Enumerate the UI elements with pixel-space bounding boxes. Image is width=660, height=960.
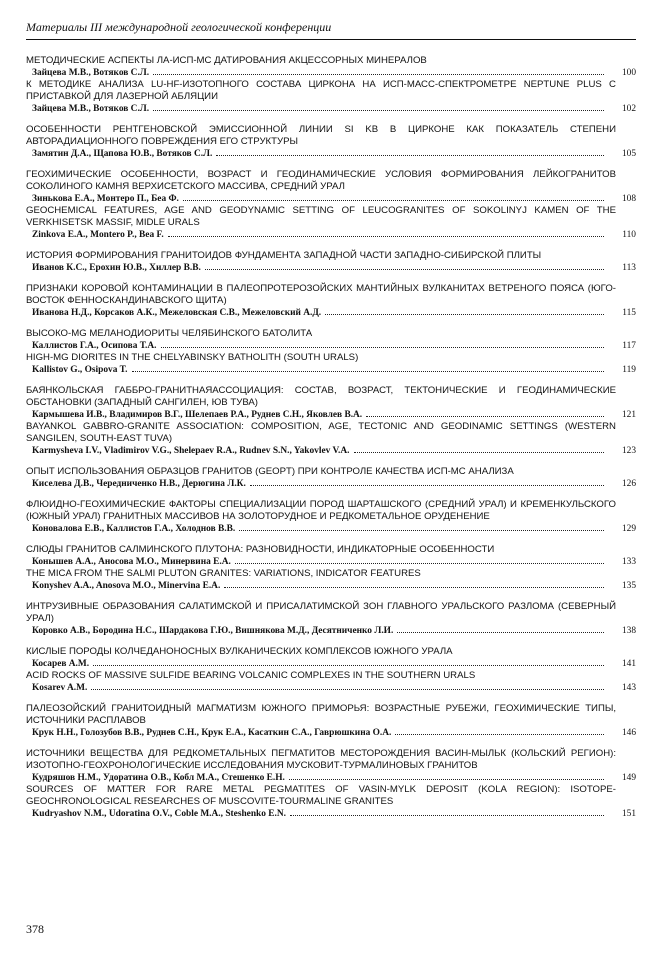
entry-title: К МЕТОДИКЕ АНАЛИЗА LU-HF-ИЗОТОПНОГО СОСТАВА ЦИРКОНА НА ИСП-МАСС-СПЕКТРОМЕТРЕ NEPTUNE PLUS С ПРИСТАВКОЙ ДЛЯ ЛАЗЕРНОЙ АБЛЯЦИИ	[26, 79, 616, 102]
entry-authors: Замятин Д.А., Щапова Ю.В., Вотяков С.Л.	[32, 149, 213, 159]
entry-page-number: 138	[621, 626, 636, 636]
entry-page-number: 135	[621, 581, 636, 591]
entry-page-number: 146	[621, 728, 636, 738]
toc-entry	[26, 169, 636, 205]
toc-group	[26, 283, 636, 319]
entry-title: SOURCES OF MATTER FOR RARE METAL PEGMATITES OF VASIN-MYLK DEPOSIT (KOLA REGION): ISOTOPE-GEOCHRONOLOGICAL RESEARCHES OF MUSCOVITE-TOURMALINE GRANITES	[26, 784, 616, 807]
dot-leader	[216, 155, 604, 156]
dot-leader	[93, 665, 604, 666]
entry-page-number: 129	[621, 524, 636, 534]
toc-entry	[26, 646, 636, 670]
author-line	[26, 103, 636, 115]
entry-authors: Коновалова Е.В., Каллистов Г.А., Холоднов В.В.	[32, 524, 236, 534]
toc-group	[26, 169, 636, 241]
entry-authors: Иванов К.С., Ерохин Ю.В., Хиллер В.В.	[32, 263, 201, 273]
toc-entry	[26, 352, 636, 376]
entry-page-number: 117	[622, 341, 636, 351]
entry-title: ACID ROCKS OF MASSIVE SULFIDE BEARING VOLCANIC COMPLEXES IN THE SOUTHERN URALS	[26, 670, 476, 681]
entry-page-number: 141	[621, 659, 636, 669]
dot-leader	[289, 779, 604, 780]
entry-page-number: 123	[621, 446, 636, 456]
dot-leader	[205, 269, 604, 270]
table-of-contents	[26, 55, 636, 829]
toc-entry	[26, 601, 636, 637]
entry-authors: Зинькова Е.А., Монтеро П., Беа Ф.	[32, 194, 179, 204]
entry-title: ПАЛЕОЗОЙСКИЙ ГРАНИТОИДНЫЙ МАГМАТИЗМ ЮЖНОГО ПРИМОРЬЯ: ВОЗРАСТНЫЕ РУБЕЖИ, ГЕОХИМИЧЕСКИЕ ТИПЫ, ИСТОЧНИКИ РАСПЛАВОВ	[26, 703, 616, 726]
toc-entry	[26, 670, 636, 694]
toc-group	[26, 250, 636, 274]
toc-entry	[26, 205, 636, 241]
entry-title: ИНТРУЗИВНЫЕ ОБРАЗОВАНИЯ САЛАТИМСКОЙ И ПРИСАЛАТИМСКОЙ ЗОН ГЛАВНОГО УРАЛЬСКОГО РАЗЛОМА (СЕВЕРНЫЙ УРАЛ)	[26, 601, 616, 624]
entry-title: КИСЛЫЕ ПОРОДЫ КОЛЧЕДАНОНОСНЫХ ВУЛКАНИЧЕСКИХ КОМПЛЕКСОВ ЮЖНОГО УРАЛА	[26, 646, 453, 657]
author-line	[26, 229, 636, 241]
dot-leader	[325, 314, 604, 315]
entry-title: ВЫСОКО-MG МЕЛАНОДИОРИТЫ ЧЕЛЯБИНСКОГО БАТОЛИТА	[26, 328, 313, 339]
entry-authors: Зайцева М.В., Вотяков С.Л.	[32, 68, 150, 78]
toc-group	[26, 499, 636, 535]
entry-title: ОПЫТ ИСПОЛЬЗОВАНИЯ ОБРАЗЦОВ ГРАНИТОВ (GEOPT) ПРИ КОНТРОЛЕ КАЧЕСТВА ИСП-МС АНАЛИЗА	[26, 466, 514, 477]
entry-authors: Zinkova E.A., Montero P., Bea F.	[32, 230, 164, 240]
toc-group	[26, 748, 636, 820]
author-line	[26, 682, 636, 694]
toc-entry	[26, 124, 636, 160]
author-line	[26, 409, 636, 421]
author-line	[26, 364, 636, 376]
entry-authors: Конышев А.А., Аносова М.О., Минервина Е.А.	[32, 557, 231, 567]
toc-group	[26, 55, 636, 115]
toc-entry	[26, 421, 636, 457]
entry-page-number: 115	[622, 308, 636, 318]
dot-leader	[354, 452, 605, 453]
entry-authors: Зайцева М.В., Вотяков С.Л.	[32, 104, 150, 114]
toc-group	[26, 601, 636, 637]
author-line	[26, 340, 636, 352]
toc-entry	[26, 328, 636, 352]
entry-page-number: 108	[621, 194, 636, 204]
entry-title: ГЕОХИМИЧЕСКИЕ ОСОБЕННОСТИ, ВОЗРАСТ И ГЕОДИНАМИЧЕСКИЕ УСЛОВИЯ ФОРМИРОВАНИЯ ЛЕЙКОГРАНИТОВ СОКОЛИНОГО КАМНЯ ВЕРХИСЕТСКОГО МАССИВА, СРЕДНИЙ УРАЛ	[26, 169, 616, 192]
toc-entry	[26, 385, 636, 421]
toc-group	[26, 544, 636, 592]
author-line	[26, 556, 636, 568]
entry-authors: Крук Н.Н., Голозубов В.В., Руднев С.Н., Крук Е.А., Касаткин С.А., Гаврюшкина О.А.	[32, 728, 392, 738]
author-line	[26, 148, 636, 160]
entry-authors: Кармышева И.В., Владимиров В.Г., Шелепаев Р.А., Руднев С.Н., Яковлев В.А.	[32, 410, 363, 420]
toc-entry	[26, 544, 636, 568]
entry-authors: Karmysheva I.V., Vladimirov V.G., Shelepaev R.A., Rudnev S.N., Yakovlev V.A.	[32, 446, 350, 456]
toc-group	[26, 124, 636, 160]
author-line	[26, 658, 636, 670]
page-number: 378	[26, 922, 44, 936]
toc-entry	[26, 79, 636, 115]
dot-leader	[239, 530, 604, 531]
entry-authors: Коровко А.В., Бородина Н.С., Шардакова Г.Ю., Вишнякова М.Д., Десятниченко Л.И.	[32, 626, 394, 636]
author-line	[26, 445, 636, 457]
author-line	[26, 772, 636, 784]
author-line	[26, 307, 636, 319]
entry-page-number: 105	[621, 149, 636, 159]
dot-leader	[153, 74, 604, 75]
dot-leader	[397, 632, 604, 633]
entry-authors: Kallistov G., Osipova T.	[32, 365, 128, 375]
entry-authors: Косарев А.М.	[32, 659, 90, 669]
dot-leader	[250, 485, 604, 486]
entry-authors: Иванова Н.Д., Корсаков А.К., Межеловская С.В., Межеловский А.Д.	[32, 308, 322, 318]
author-line	[26, 727, 636, 739]
entry-authors: Каллистов Г.А., Осипова Т.А.	[32, 341, 157, 351]
entry-page-number: 121	[621, 410, 636, 420]
entry-page-number: 110	[622, 230, 636, 240]
toc-entry	[26, 568, 636, 592]
entry-title: БАЯНКОЛЬСКАЯ ГАББРО-ГРАНИТНАЯАССОЦИАЦИЯ: СОСТАВ, ВОЗРАСТ, ТЕКТОНИЧЕСКИЕ И ГЕОДИНАМИЧЕСКИЕ ОБСТАНОВКИ (ЗАПАДНЫЙ САНГИЛЕН, ЮВ ТУВА)	[26, 385, 616, 408]
dot-leader	[161, 347, 605, 348]
entry-page-number: 149	[621, 773, 636, 783]
running-header: Материалы III международной геологической конференции	[26, 20, 636, 40]
author-line	[26, 262, 636, 274]
author-line	[26, 625, 636, 637]
entry-page-number: 119	[622, 365, 636, 375]
toc-entry	[26, 784, 636, 820]
toc-group	[26, 703, 636, 739]
author-line	[26, 193, 636, 205]
entry-authors: Кудряшов Н.М., Удоратина О.В., Кобл М.А., Стешенко Е.Н.	[32, 773, 285, 783]
toc-group	[26, 646, 636, 694]
entry-page-number: 133	[621, 557, 636, 567]
author-line	[26, 478, 636, 490]
toc-entry	[26, 55, 636, 79]
toc-group	[26, 328, 636, 376]
dot-leader	[183, 200, 604, 201]
toc-entry	[26, 283, 636, 319]
entry-authors: Konyshev A.A., Anosova M.O., Minervina E.A.	[32, 581, 221, 591]
entry-title: ФЛЮИДНО-ГЕОХИМИЧЕСКИЕ ФАКТОРЫ СПЕЦИАЛИЗАЦИИ ПОРОД ШАРТАШСКОГО (СРЕДНИЙ УРАЛ) И КРЕМЕНКУЛЬСКОГО (ЮЖНЫЙ УРАЛ) ГРАНИТНЫХ МАССИВОВ НА ЗОЛОТОРУДНОЕ И РЕДКОМЕТАЛЬНОЕ ОРУДЕНЕНИЕ	[26, 499, 616, 522]
toc-entry	[26, 748, 636, 784]
entry-page-number: 151	[621, 809, 636, 819]
entry-title: THE MICA FROM THE SALMI PLUTON GRANITES: VARIATIONS, INDICATOR FEATURES	[26, 568, 421, 579]
entry-page-number: 113	[622, 263, 636, 273]
dot-leader	[290, 815, 604, 816]
entry-page-number: 100	[621, 68, 636, 78]
entry-title: ОСОБЕННОСТИ РЕНТГЕНОВСКОЙ ЭМИССИОННОЙ ЛИНИИ SI KΒ В ЦИРКОНЕ КАК ПОКАЗАТЕЛЬ СТЕПЕНИ АВТОРАДИАЦИОННОГО ПОВРЕЖДЕНИЯ ЕГО СТРУКТУРЫ	[26, 124, 616, 147]
dot-leader	[395, 734, 604, 735]
dot-leader	[224, 587, 604, 588]
entry-title: ИСТОРИЯ ФОРМИРОВАНИЯ ГРАНИТОИДОВ ФУНДАМЕНТА ЗАПАДНОЙ ЧАСТИ ЗАПАДНО-СИБИРСКОЙ ПЛИТЫ	[26, 250, 542, 261]
entry-title: ИСТОЧНИКИ ВЕЩЕСТВА ДЛЯ РЕДКОМЕТАЛЬНЫХ ПЕГМАТИТОВ МЕСТОРОЖДЕНИЯ ВАСИН-МЫЛЬК (КОЛЬСКИЙ РЕГИОН): ИЗОТОПНО-ГЕОХРОНОЛОГИЧЕСКИЕ ИССЛЕДОВАНИЯ МУСКОВИТ-ТУРМАЛИНОВЫХ ГРАНИТОВ	[26, 748, 616, 771]
dot-leader	[235, 563, 604, 564]
toc-group	[26, 466, 636, 490]
entry-authors: Kudryashov N.M., Udoratina O.V., Coble M.A., Steshenko E.N.	[32, 809, 287, 819]
dot-leader	[132, 371, 604, 372]
dot-leader	[168, 236, 604, 237]
entry-title: СЛЮДЫ ГРАНИТОВ САЛМИНСКОГО ПЛУТОНА: РАЗНОВИДНОСТИ, ИНДИКАТОРНЫЕ ОСОБЕННОСТИ	[26, 544, 495, 555]
toc-entry	[26, 250, 636, 274]
entry-title: GEOCHEMICAL FEATURES, AGE AND GEODYNAMIC SETTING OF LEUCOGRANITES OF SOKOLINYJ KAMEN OF THE VERKHISETSK MASSIF, MIDLE URALS	[26, 205, 616, 228]
entry-title: МЕТОДИЧЕСКИЕ АСПЕКТЫ ЛА-ИСП-МС ДАТИРОВАНИЯ АКЦЕССОРНЫХ МИНЕРАЛОВ	[26, 55, 427, 66]
entry-title: HIGH-MG DIORITES IN THE CHELYABINSKY BATHOLITH (SOUTH URALS)	[26, 352, 359, 363]
entry-authors: Киселева Д.В., Чередниченко Н.В., Дерюгина Л.К.	[32, 479, 246, 489]
entry-page-number: 102	[621, 104, 636, 114]
author-line	[26, 523, 636, 535]
toc-entry	[26, 466, 636, 490]
toc-group	[26, 385, 636, 457]
dot-leader	[153, 110, 604, 111]
entry-title: BAYANKOL GABBRO-GRANITE ASSOCIATION: COMPOSITION, AGE, TECTONIC AND GEODINAMIC SETTINGS (WESTERN SANGILEN, SOUTH-EAST TUVA)	[26, 421, 616, 444]
author-line	[26, 808, 636, 820]
toc-entry	[26, 703, 636, 739]
entry-page-number: 143	[621, 683, 636, 693]
entry-page-number: 126	[621, 479, 636, 489]
author-line	[26, 67, 636, 79]
dot-leader	[366, 416, 604, 417]
entry-authors: Kosarev A.M.	[32, 683, 88, 693]
entry-title: ПРИЗНАКИ КОРОВОЙ КОНТАМИНАЦИИ В ПАЛЕОПРОТЕРОЗОЙСКИХ МАНТИЙНЫХ ВУЛКАНИТАХ ВЕТРЕНОГО ПОЯСА (ЮГО-ВОСТОК ФЕННОСКАНДИНАВСКОГО ЩИТА)	[26, 283, 616, 306]
dot-leader	[91, 689, 604, 690]
author-line	[26, 580, 636, 592]
toc-entry	[26, 499, 636, 535]
